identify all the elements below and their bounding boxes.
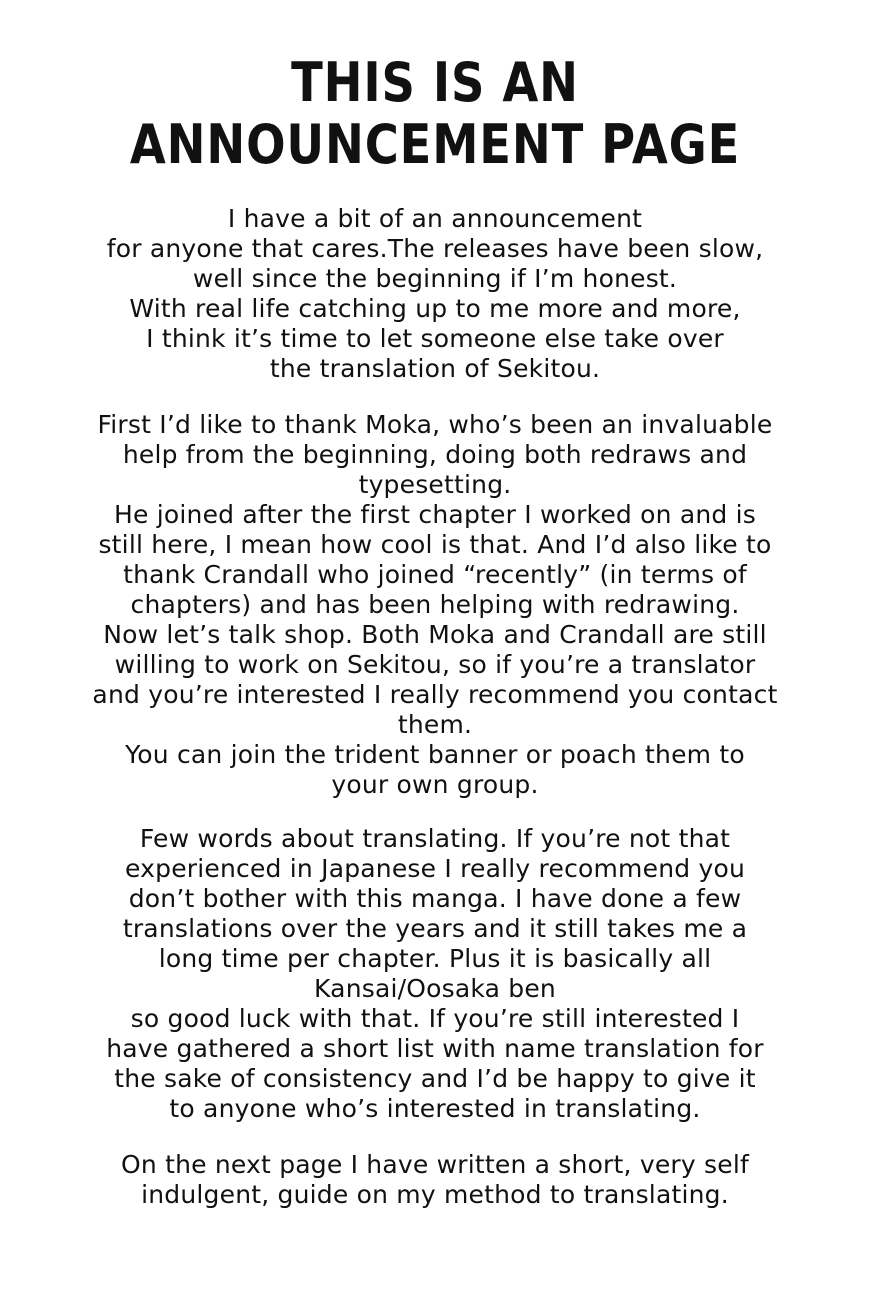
text-line: willing to work on Sekitou, so if you’re a translator [114, 650, 756, 679]
text-line: them. [397, 710, 473, 739]
text-line: chapters) and has been helping with redrawing. [130, 590, 740, 619]
text-line: You can join the trident banner or poach them to [125, 740, 745, 769]
text-line: to anyone who’s interested in translating. [169, 1094, 701, 1123]
text-line: don’t bother with this manga. I have done a few [128, 884, 742, 913]
text-line: Now let’s talk shop. Both Moka and Crandall are still [103, 620, 767, 649]
text-line: He joined after the first chapter I worked on and is [114, 500, 756, 529]
paragraph-next-page [40, 1150, 830, 1210]
text-line: typesetting. [358, 470, 512, 499]
text-line: long time per chapter. Plus it is basically all [158, 944, 712, 973]
text-line: Few words about translating. If you’re not that [139, 824, 731, 853]
text-line: thank Crandall who joined “recently” (in terms of [123, 560, 747, 589]
text-line: Kansai/Oosaka ben [314, 974, 556, 1003]
text-line: for anyone that cares.The releases have been slow, [106, 234, 764, 263]
text-line: On the next page I have written a short, very self [121, 1150, 749, 1179]
text-line: the sake of consistency and I’d be happy to give it [114, 1064, 756, 1093]
text-line: have gathered a short list with name translation for [106, 1034, 764, 1063]
text-line: experienced in Japanese I really recommend you [125, 854, 745, 883]
text-line: well since the beginning if I’m honest. [192, 264, 678, 293]
text-line: With real life catching up to me more and more, [129, 294, 741, 323]
paragraph-intro [40, 204, 830, 384]
page-title-line-1: THIS IS AN [291, 51, 579, 114]
text-line: help from the beginning, doing both redraws and [122, 440, 748, 469]
text-line: and you’re interested I really recommend you contact [92, 680, 778, 709]
text-line: so good luck with that. If you’re still interested I [130, 1004, 740, 1033]
text-line: I have a bit of an announcement [227, 204, 643, 233]
paragraph-thanks [40, 410, 830, 800]
text-line: still here, I mean how cool is that. And I’d also like to [98, 530, 772, 559]
text-line: I think it’s time to let someone else take over [146, 324, 724, 353]
text-line: the translation of Sekitou. [269, 354, 601, 383]
text-line: indulgent, guide on my method to translating. [141, 1180, 729, 1209]
page-title-line-2: ANNOUNCEMENT PAGE [129, 113, 741, 176]
text-line: translations over the years and it still takes me a [122, 914, 748, 943]
text-line: First I’d like to thank Moka, who’s been an invaluable [97, 410, 773, 439]
text-line: your own group. [331, 770, 539, 799]
paragraph-translating [40, 824, 830, 1124]
